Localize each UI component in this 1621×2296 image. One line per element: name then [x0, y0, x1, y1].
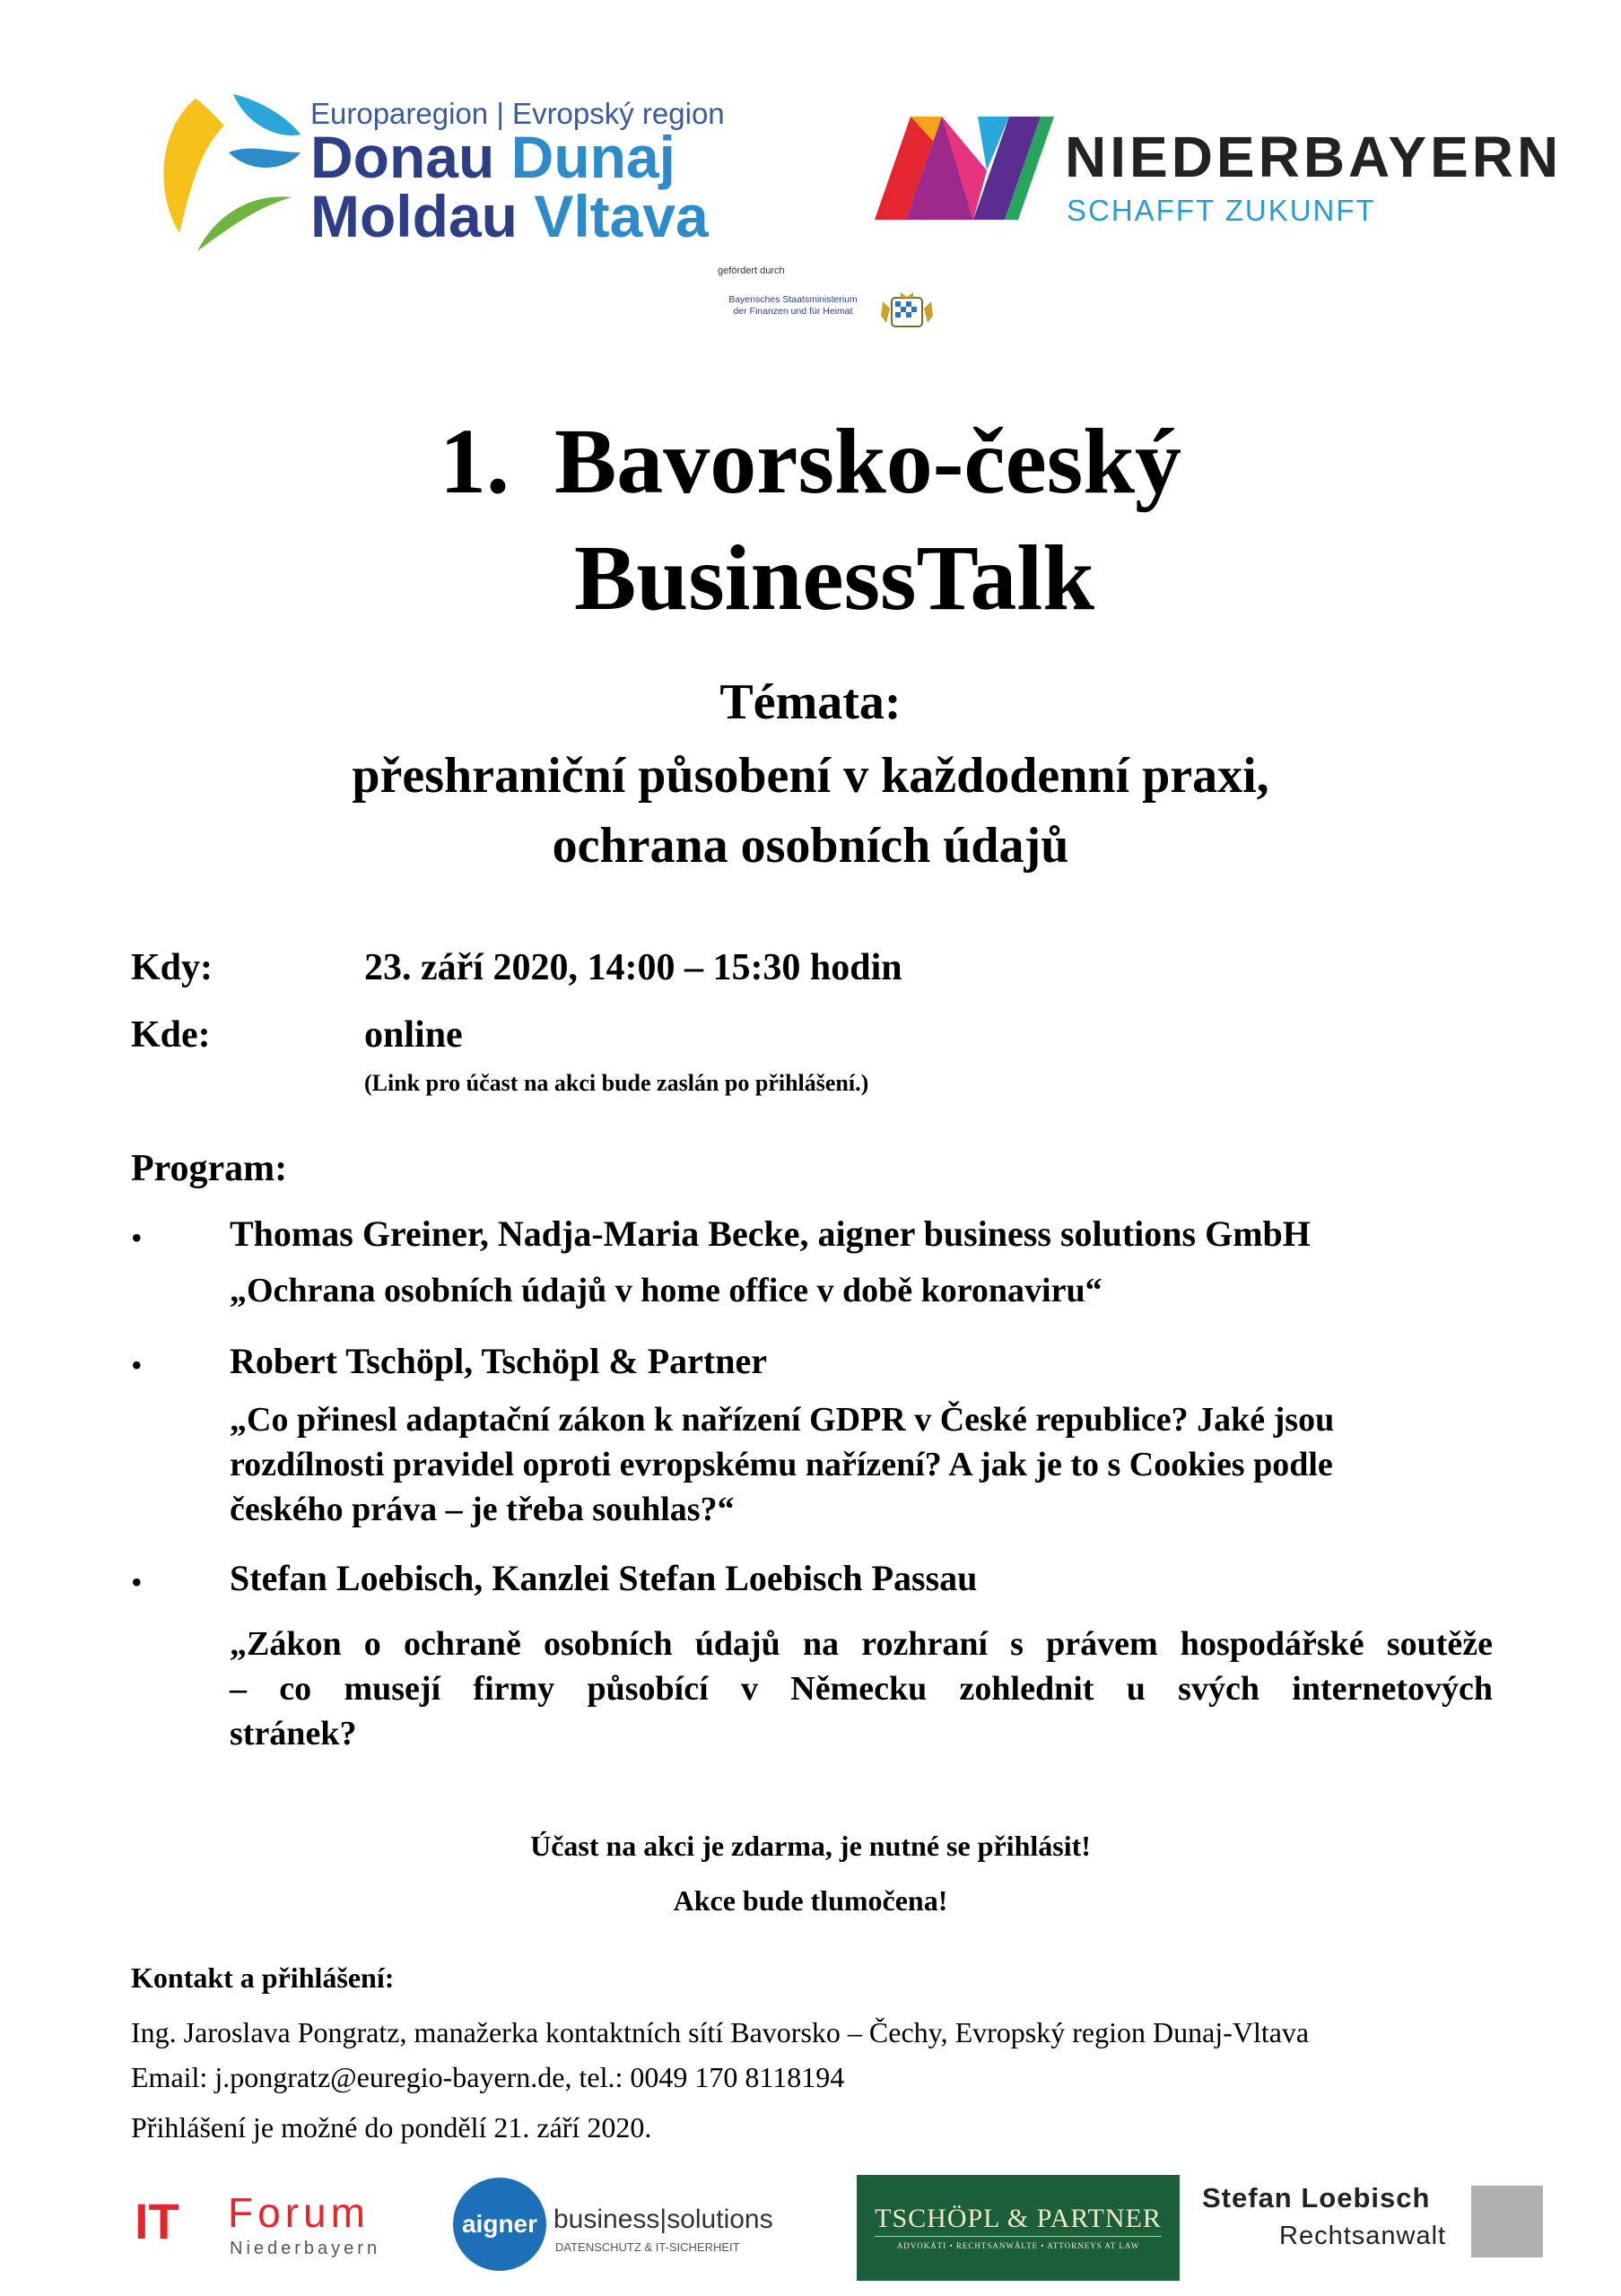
program-talk-3-justified	[230, 1622, 1493, 1711]
it-forum-it: IT	[135, 2193, 179, 2249]
bavarian-coat-of-arms-icon	[879, 292, 935, 330]
program-bullet: •	[131, 1564, 143, 1600]
event-title-main: Bavorsko-český	[553, 410, 1182, 513]
loebisch-logo	[1202, 2175, 1543, 2261]
event-number: 1.	[439, 410, 510, 513]
where-label: Kde:	[131, 1014, 211, 1056]
program-talk-2-line3: českého práva – je třeba souhlas?“	[230, 1491, 735, 1528]
program-talk-3-line1: „Zákon o ochraně osobních údajů na rozhraní s právem hospodářské soutěže	[230, 1625, 1493, 1663]
program-speaker-1: Thomas Greiner, Nadja-Maria Becke, aigner business solutions GmbH	[230, 1213, 1311, 1254]
ministry-name	[709, 294, 877, 317]
europaregion-logo	[144, 90, 745, 260]
tschopl-divider	[875, 2236, 1162, 2237]
europaregion-moldau: Moldau	[310, 183, 518, 249]
link-note: (Link pro účast na akci bude zaslán po přihlášení.)	[364, 1070, 869, 1096]
niederbayern-subtitle: SCHAFFT ZUKUNFT	[1067, 194, 1376, 227]
europaregion-subtitle: Europaregion | Evropský region	[310, 97, 725, 130]
europaregion-donau: Donau	[310, 124, 495, 190]
it-forum-logo	[135, 2188, 404, 2260]
it-forum-region: Niederbayern	[230, 2239, 381, 2258]
aigner-logo	[453, 2178, 794, 2276]
loebisch-grey-square	[1471, 2186, 1543, 2257]
niederbayern-title: NIEDERBAYERN	[1065, 125, 1563, 189]
interpreted-note: Akce bude tlumočena!	[673, 1884, 948, 1917]
europaregion-name-line1	[310, 124, 676, 190]
topic-line1: přeshraniční působení v každodenní praxi,	[352, 748, 1269, 804]
ministry-line2: der Finanzen und für Heimat	[733, 306, 853, 317]
where-value: online	[364, 1014, 463, 1056]
topic-line2: ochrana osobních údajů	[552, 818, 1069, 874]
tschopl-tagline: ADVOKÁTI • RECHTSANWÄLTE • ATTORNEYS AT LAW	[896, 2241, 1140, 2250]
topics-list	[0, 741, 1621, 881]
ministry-line1: Bayerisches Staatsministerium	[728, 294, 858, 305]
funded-by-label: gefördert durch	[718, 265, 785, 276]
tschopl-name: TSCHÖPL & PARTNER	[875, 2204, 1162, 2233]
aigner-tagline: DATENSCHUTZ & IT-SICHERHEIT	[555, 2240, 740, 2254]
program-label: Program:	[131, 1148, 288, 1189]
aigner-name: business|solutions	[553, 2205, 773, 2234]
it-forum-forum: Forum	[228, 2189, 370, 2236]
registration-deadline: Přihlášení je možné do pondělí 21. září 2020.	[131, 2111, 652, 2144]
europaregion-dunaj: Dunaj	[510, 124, 676, 190]
event-title-line2: BusinessTalk	[574, 526, 1095, 630]
loebisch-name: Stefan Loebisch	[1202, 2182, 1431, 2213]
niederbayern-emblem-icon	[875, 117, 1054, 222]
program-bullet: •	[131, 1347, 143, 1383]
program-talk-2-line1: „Co přinesl adaptační zákon k nařízení GDPR v České republice? Jaké jsou	[230, 1401, 1335, 1439]
aigner-badge-text: aigner	[461, 2210, 538, 2238]
niederbayern-logo	[875, 117, 1563, 233]
tschopl-partner-logo	[857, 2175, 1180, 2281]
topics-heading: Témata:	[719, 674, 902, 730]
program-talk-1: „Ochrana osobních údajů v home office v době koronaviru“	[230, 1272, 1102, 1309]
contact-email: Email: j.pongratz@euregio-bayern.de, tel.: 0049 170 8118194	[131, 2061, 845, 2093]
ministry-logo	[709, 292, 933, 330]
europaregion-vltava: Vltava	[534, 183, 709, 249]
program-talk-2-line2: rozdílnosti pravidel oproti evropskému nařízení? A jak je to s Cookies podle	[230, 1446, 1333, 1483]
when-label: Kdy:	[131, 947, 214, 988]
program-speaker-2: Robert Tschöpl, Tschöpl & Partner	[230, 1341, 767, 1381]
when-value: 23. září 2020, 14:00 – 15:30 hodin	[364, 947, 902, 988]
contact-person: Ing. Jaroslava Pongratz, manažerka kontaktních sítí Bavorsko – Čechy, Evropský region Dunaj-Vltava	[131, 2016, 1310, 2048]
europaregion-emblem-icon	[144, 90, 305, 256]
contact-heading: Kontakt a přihlášení:	[131, 1961, 395, 1994]
europaregion-name-line2	[310, 183, 709, 249]
event-title-line1	[0, 408, 1621, 516]
program-speaker-3: Stefan Loebisch, Kanzlei Stefan Loebisch Passau	[230, 1558, 978, 1598]
program-talk-3-line2: – co musejí firmy působící v Německu zohlednit u svých internetových	[230, 1670, 1493, 1708]
loebisch-title: Rechtsanwalt	[1279, 2222, 1447, 2250]
program-bullet: •	[131, 1220, 143, 1256]
program-talk-3-line3: stránek?	[230, 1715, 357, 1752]
program-talk-2	[230, 1397, 1334, 1532]
free-entry-note: Účast na akci je zdarma, je nutné se přihlásit!	[530, 1830, 1091, 1862]
